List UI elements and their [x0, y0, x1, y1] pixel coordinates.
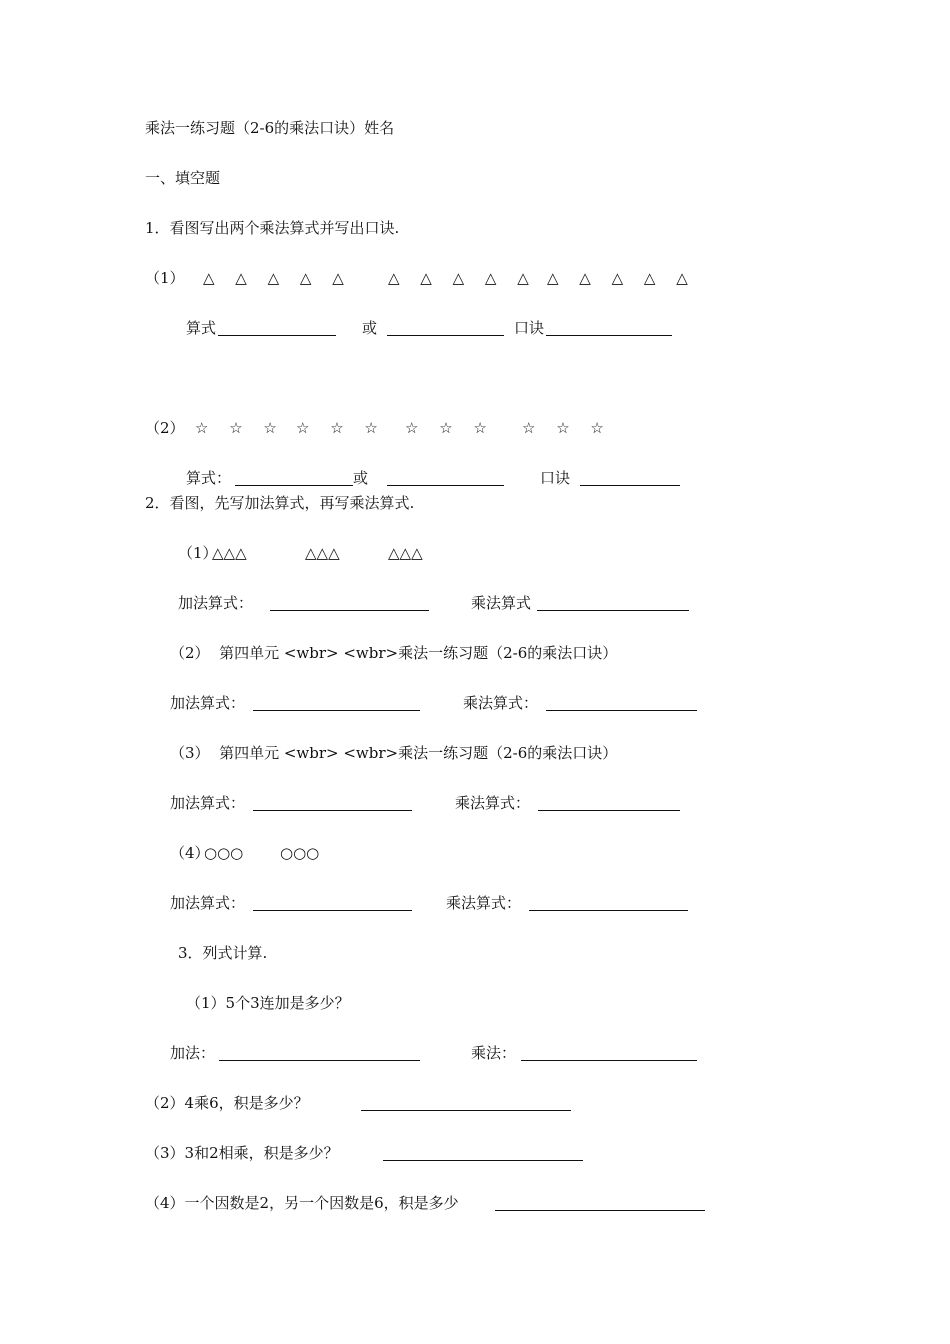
q3-part3-text: （3）3和2相乘，积是多少？ — [145, 1144, 339, 1162]
q3-part1-text: （1）5个3连加是多少？ — [186, 994, 350, 1012]
q2-part1-triangle-group-2: △△△ — [305, 544, 340, 562]
q2-part4-multiplication-blank[interactable] — [529, 895, 688, 911]
q3-part3-answer-blank[interactable] — [383, 1145, 583, 1161]
q1-part2-label: （2） — [145, 419, 185, 437]
q1-part2-star-group-1: ☆ ☆ ☆ — [195, 419, 285, 437]
q2-part4-label: （4） — [170, 844, 210, 862]
q2-part2-addition-label: 加法算式： — [170, 694, 246, 712]
q1-part1-formula-blank-1[interactable] — [218, 320, 336, 336]
question-2-prompt: 2．看图，先写加法算式，再写乘法算式. — [145, 494, 415, 512]
q1-part1-triangle-group-1: △ △ △ △ △ — [203, 269, 352, 287]
q1-part2-or-label: 或 — [353, 469, 369, 487]
q2-part4-addition-label: 加法算式： — [170, 894, 246, 912]
q2-part1-triangle-group-1: △△△ — [212, 544, 247, 562]
q1-part2-star-group-4: ☆ ☆ ☆ — [522, 419, 612, 437]
q1-part1-formula-label: 算式 — [186, 319, 217, 337]
q3-part1-addition-blank[interactable] — [219, 1045, 420, 1061]
q1-part2-formula-blank-1[interactable] — [235, 470, 353, 486]
q2-part1-addition-label: 加法算式： — [178, 594, 254, 612]
q1-part2-rhyme-blank[interactable] — [580, 470, 680, 486]
q1-part1-rhyme-label: 口诀 — [514, 319, 545, 337]
q2-part1-multiplication-blank[interactable] — [537, 595, 689, 611]
q3-part1-multiplication-label: 乘法： — [471, 1044, 517, 1062]
q2-part2-text: （2） 第四单元 <wbr> <wbr>乘法一练习题（2-6的乘法口诀） — [170, 644, 618, 662]
q1-part2-formula-label: 算式： — [186, 469, 232, 487]
q3-part4-answer-blank[interactable] — [495, 1195, 705, 1211]
q3-part2-answer-blank[interactable] — [361, 1095, 571, 1111]
q2-part2-addition-blank[interactable] — [253, 695, 420, 711]
page-title: 乘法一练习题（2-6的乘法口诀）姓名 — [145, 119, 395, 137]
q1-part2-star-group-3: ☆ ☆ ☆ — [405, 419, 495, 437]
q2-part1-multiplication-label: 乘法算式 — [471, 594, 532, 612]
q2-part2-multiplication-blank[interactable] — [546, 695, 697, 711]
section-heading-fill-blanks: 一、填空题 — [145, 169, 221, 187]
q3-part2-text: （2）4乘6，积是多少？ — [145, 1094, 309, 1112]
q2-part4-circle-group-1: ○○○ — [204, 844, 244, 862]
q3-part4-text: （4）一个因数是2，另一个因数是6，积是多少 — [145, 1194, 459, 1212]
q2-part3-text: （3） 第四单元 <wbr> <wbr>乘法一练习题（2-6的乘法口诀） — [170, 744, 618, 762]
q1-part1-rhyme-blank[interactable] — [546, 320, 672, 336]
q1-part1-formula-blank-2[interactable] — [387, 320, 504, 336]
question-1-prompt: 1．看图写出两个乘法算式并写出口诀. — [145, 219, 400, 237]
q2-part1-addition-blank[interactable] — [270, 595, 429, 611]
q2-part4-multiplication-label: 乘法算式： — [446, 894, 522, 912]
q1-part2-rhyme-label: 口诀 — [540, 469, 571, 487]
q2-part1-label: （1） — [178, 544, 218, 562]
q1-part1-triangle-group-2: △ △ △ △ △ — [388, 269, 537, 287]
q2-part1-triangle-group-3: △△△ — [388, 544, 423, 562]
q3-part1-multiplication-blank[interactable] — [521, 1045, 697, 1061]
q2-part3-addition-label: 加法算式： — [170, 794, 246, 812]
q2-part3-multiplication-label: 乘法算式： — [455, 794, 531, 812]
q2-part4-circle-group-2: ○○○ — [280, 844, 320, 862]
q2-part3-multiplication-blank[interactable] — [538, 795, 680, 811]
q1-part2-star-group-2: ☆ ☆ ☆ — [296, 419, 386, 437]
q1-part1-label: （1） — [145, 269, 185, 287]
q1-part1-triangle-group-3: △ △ △ △ △ — [547, 269, 696, 287]
q1-part1-or-label: 或 — [362, 319, 378, 337]
question-3-prompt: 3．列式计算. — [178, 944, 268, 962]
q2-part4-addition-blank[interactable] — [253, 895, 412, 911]
q3-part1-addition-label: 加法： — [170, 1044, 216, 1062]
q1-part2-formula-blank-2[interactable] — [387, 470, 504, 486]
q2-part3-addition-blank[interactable] — [253, 795, 412, 811]
q2-part2-multiplication-label: 乘法算式： — [463, 694, 539, 712]
